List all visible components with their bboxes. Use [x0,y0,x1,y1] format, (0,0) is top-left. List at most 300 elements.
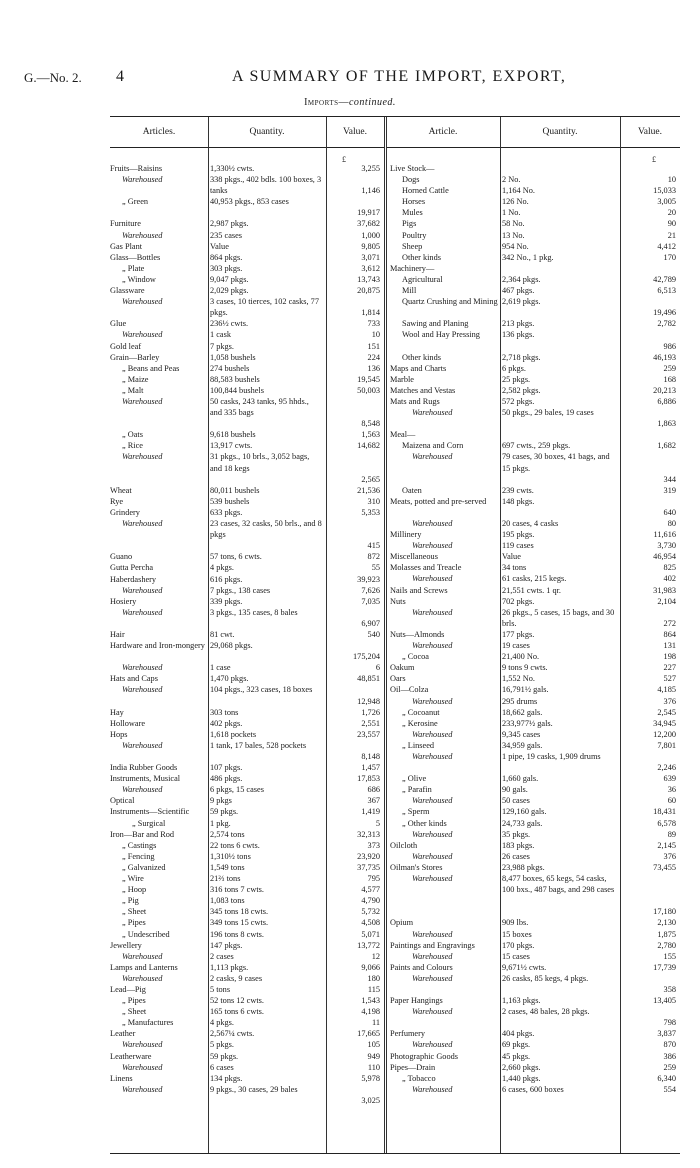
quantity-cell: 148 pkgs. [502,496,535,506]
quantity-cell: Value [210,241,229,251]
article-cell: Warehoused [412,751,453,761]
article-cell: Warehoused [412,874,453,884]
quantity-cell: 52 tons 12 cwts. [210,996,264,1006]
value-cell: 17,665 [357,1029,380,1039]
article-cell: Grain—Barley [110,352,160,362]
article-cell: Pigs [402,219,417,229]
value-cell: 224 [367,352,380,362]
article-cell: Warehoused [412,541,453,551]
value-cell: 11,616 [653,530,676,540]
value-cell: 60 [667,796,676,806]
article-cell: Haberdashery [110,574,157,584]
article-cell: „ Oats [122,430,143,440]
article-cell: Warehoused [122,519,163,529]
quantity-cell: 1 pkg. [210,818,231,828]
table-row [390,385,678,396]
quantity-cell: 2 cases, 48 bales, 28 pkgs. [502,1007,590,1017]
table-row [110,662,382,673]
quantity-cell: 21,400 No. [502,652,540,662]
article-cell: Warehoused [412,408,453,418]
table-row [390,1073,678,1084]
table-row [390,840,678,851]
table-row [110,429,382,440]
quantity-cell: 1,552 No. [502,674,535,684]
quantity-cell: 195 pkgs. [502,530,535,540]
quantity-cell: 5 tons [210,984,231,994]
article-cell: Oilman's Stores [390,862,443,872]
value-cell: 1,814 [361,308,380,318]
quantity-cell: 954 No. [502,241,529,251]
table-row [390,540,678,551]
quantity-cell: 3 pkgs., 135 cases, 8 bales [210,607,298,617]
page-code: G.—No. 2. [24,70,82,85]
value-cell: 386 [663,1051,676,1061]
quantity-cell: 633 pkgs. [210,507,243,517]
table-row [110,962,382,973]
value-cell: 358 [663,984,676,994]
article-cell: Warehoused [122,585,163,595]
quantity-cell: 274 bushels [210,363,250,373]
article-cell: Meats, potted and pre-served [390,496,487,506]
table-row [390,596,678,607]
table-row [110,296,382,318]
value-cell: 1,000 [361,230,380,240]
article-cell: Millinery [390,530,422,540]
quantity-cell: 25 pkgs. [502,374,531,384]
table-row [110,174,382,196]
quantity-cell: 2 casks, 9 cases [210,973,263,983]
table-row [110,729,382,740]
value-cell: 151 [367,341,380,351]
quantity-cell: 15 cases [502,951,530,961]
quantity-cell: 2,987 pkgs. [210,219,249,229]
value-cell: 4,508 [361,918,380,928]
quantity-cell: 4 pkgs. [210,563,234,573]
table-row [110,551,382,562]
value-cell: 1,682 [657,441,676,451]
article-cell: Gold leaf [110,341,142,351]
table-row [110,673,382,684]
value-cell: 527 [663,674,676,684]
quantity-cell: 1,113 pkgs. [210,962,249,972]
table-row [110,684,382,706]
quantity-cell: 147 pkgs. [210,940,243,950]
quantity-cell: 18,662 gals. [502,707,543,717]
article-cell: Perfumery [390,1029,426,1039]
value-cell: 105 [367,1040,380,1050]
table-row [110,196,382,218]
article-cell: Wheat [110,485,132,495]
table-row [110,451,382,484]
value-cell: 6,513 [657,286,676,296]
value-cell: 115 [367,984,380,994]
value-cell: 3,025 [361,1095,380,1105]
value-cell: 5,732 [361,907,380,917]
value-cell: 319 [663,485,676,495]
table-row [110,230,382,241]
table-row [390,773,678,784]
value-cell: 13,772 [357,940,380,950]
article-cell: Holloware [110,718,146,728]
article-cell: „ Other kinds [402,818,447,828]
table-row [390,185,678,196]
value-cell: 4,185 [657,685,676,695]
article-cell: Lamps and Lanterns [110,962,178,972]
value-cell: 6 [375,663,380,673]
table-row [390,696,678,707]
table-row [110,396,382,429]
value-cell: 376 [663,851,676,861]
article-cell: „ Wire [122,874,144,884]
table-row [390,607,678,629]
value-cell: 6,907 [361,618,380,628]
table-row [110,784,382,795]
article-cell: Warehoused [412,796,453,806]
value-cell: 12,200 [653,729,676,739]
quantity-cell: 572 pkgs. [502,396,535,406]
article-cell: „ Linseed [402,740,435,750]
table-row [110,562,382,573]
value-cell: 3,005 [657,197,676,207]
table-row [390,662,678,673]
table-row [110,329,382,340]
quantity-cell: 2,574 tons [210,829,245,839]
quantity-cell: 59 pkgs. [210,807,239,817]
article-cell: „ Pipes [122,918,146,928]
table-row [390,718,678,729]
value-cell: 7,035 [361,596,380,606]
value-cell: 2,145 [657,840,676,850]
quantity-cell: 7 pkgs. [210,341,234,351]
article-cell: „ Hoop [122,885,147,895]
article-cell: „ Plate [122,263,145,273]
value-cell: 1,863 [657,419,676,429]
quantity-cell: 1 pipe, 19 casks, 1,909 drums [502,751,601,761]
quantity-cell: 119 cases [502,541,534,551]
article-cell: Dogs [402,175,420,185]
quantity-cell: 233,977½ gals. [502,718,553,728]
table-row [390,629,678,640]
column-double-rule [384,117,387,1153]
value-cell: 175,204 [353,652,380,662]
value-cell: 795 [367,874,380,884]
table-row [390,352,678,363]
article-cell: Warehoused [412,851,453,861]
value-cell: 2,545 [657,707,676,717]
value-cell: 640 [663,507,676,517]
article-cell: Gutta Percha [110,563,154,573]
value-cell: 5,978 [361,1073,380,1083]
currency-mark-left: £ [342,155,346,164]
quantity-cell: 19 cases [502,641,530,651]
table-row [110,263,382,274]
quantity-cell: 21,551 cwts. 1 qr. [502,585,561,595]
table-row [390,396,678,407]
table-row [390,440,678,451]
value-cell: 11 [372,1018,380,1028]
table-row [390,1051,678,1062]
value-cell: 32,313 [357,829,380,839]
table-row [110,884,382,895]
quantity-cell: 236½ cwts. [210,319,249,329]
value-cell: 37,735 [357,862,380,872]
article-cell: Hosiery [110,596,137,606]
article-cell: Warehoused [122,740,163,750]
article-cell: „ Fencing [122,851,155,861]
value-cell: 686 [367,785,380,795]
quantity-cell: 1,083 tons [210,896,245,906]
page-header [0,68,700,92]
article-cell: Molasses and Treacle [390,563,462,573]
quantity-cell: 1,440 pkgs. [502,1073,541,1083]
article-cell: Nails and Screws [390,585,448,595]
article-cell: „ Sheet [122,1007,147,1017]
value-cell: 872 [367,552,380,562]
quantity-cell: 1,163 pkgs. [502,996,541,1006]
quantity-cell: 338 pkgs., 402 bdls. 100 boxes, 3 tanks [210,175,322,196]
table-row [390,862,678,873]
table-row [110,629,382,640]
article-cell: Hats and Caps [110,674,158,684]
article-cell: Miscellaneous [390,552,438,562]
article-cell: Warehoused [412,1007,453,1017]
value-cell: 6,340 [657,1073,676,1083]
table-row [110,1039,382,1050]
value-cell: 37,682 [357,219,380,229]
quantity-cell: 20 cases, 4 casks [502,519,559,529]
table-row [390,174,678,185]
value-cell: 50,003 [357,385,380,395]
quantity-cell: Value [502,552,521,562]
value-cell: 3,837 [657,1029,676,1039]
table-row [110,906,382,917]
quantity-cell: 23 cases, 32 casks, 50 brls., and 8 pkgs [210,519,322,540]
table-row [110,241,382,252]
article-cell: Glassware [110,286,145,296]
quantity-cell: 50 casks, 243 tanks, 95 hhds., and 335 bags [210,396,309,418]
value-cell: 14,682 [357,441,380,451]
col-header-quantity: Quantity. [208,117,326,148]
table-row [110,840,382,851]
value-cell: 798 [663,1018,676,1028]
value-cell: 19,917 [357,208,380,218]
quantity-cell: 864 pkgs. [210,252,243,262]
quantity-cell: 183 pkgs. [502,840,535,850]
article-cell: Warehoused [122,230,163,240]
value-cell: 864 [663,629,676,639]
article-cell: Linens [110,1073,133,1083]
quantity-cell: 697 cwts., 259 pkgs. [502,441,571,451]
article-cell: „ Maize [122,374,149,384]
table-row [390,973,678,995]
value-cell: 4,198 [361,1007,380,1017]
article-cell: Warehoused [122,1040,163,1050]
table-row [110,274,382,285]
quantity-cell: 303 tons [210,707,239,717]
table-row [110,829,382,840]
quantity-cell: 1 tank, 17 bales, 528 pockets [210,740,307,750]
table-row [390,651,678,662]
article-cell: Oilcloth [390,840,418,850]
quantity-cell: 35 pkgs. [502,829,531,839]
table-row [390,585,678,596]
quantity-cell: 6 cases [210,1062,234,1072]
table-row [390,1084,678,1095]
article-cell: Live Stock— [390,164,435,173]
value-cell: 80 [667,519,676,529]
table-row [390,851,678,862]
quantity-cell: 196 tons 8 cwts. [210,929,264,939]
table-row [390,218,678,229]
quantity-cell: 909 lbs. [502,918,529,928]
article-cell: Warehoused [412,452,453,462]
table-row [390,207,678,218]
table-row [110,518,382,551]
article-cell: Leather [110,1029,136,1039]
table-row [390,684,678,695]
value-cell: 2,246 [657,763,676,773]
value-cell: 986 [663,341,676,351]
value-cell: 4,790 [361,896,380,906]
value-cell: 259 [663,1062,676,1072]
table-row [110,707,382,718]
quantity-cell: 126 No. [502,197,529,207]
article-cell: „ Beans and Peas [122,363,180,373]
value-cell: 2,104 [657,596,676,606]
quantity-cell: 1 case [210,663,231,673]
article-cell: Paintings and Engravings [390,940,475,950]
article-cell: Warehoused [412,641,453,651]
value-cell: 4,412 [657,241,676,251]
table-row [110,640,382,662]
value-cell: 1,563 [361,430,380,440]
quantity-cell: 57 tons, 6 cwts. [210,552,262,562]
table-row [110,485,382,496]
article-cell: Meal— [390,430,416,440]
value-cell: 15,033 [653,186,676,196]
table-row [390,784,678,795]
quantity-cell: 31 pkgs., 10 brls., 3,052 bags, and 18 kegs [210,452,310,473]
article-cell: Instruments—Scientific [110,807,190,817]
table-row [390,940,678,951]
article-cell: India Rubber Goods [110,763,178,773]
article-cell: „ Undescribed [122,929,170,939]
table-row [110,895,382,906]
article-cell: „ Green [122,197,149,207]
value-cell: 2,130 [657,918,676,928]
value-cell: 180 [367,973,380,983]
quantity-cell: 2,582 pkgs. [502,385,541,395]
table-row [110,1017,382,1028]
table-row [390,962,678,973]
article-cell: „ Castings [122,840,157,850]
quantity-cell: 88,583 bushels [210,374,260,384]
quantity-cell: 1 cask [210,330,231,340]
quantity-cell: 2,619 pkgs. [502,297,541,307]
value-cell: 21,536 [357,485,380,495]
quantity-cell: 239 cwts. [502,485,534,495]
article-cell: Glass—Bottles [110,252,161,262]
article-cell: Lead—Pig [110,984,146,994]
table-row [110,374,382,385]
article-cell: Warehoused [412,729,453,739]
value-cell: 639 [663,774,676,784]
value-cell: 17,739 [653,962,676,972]
article-cell: Maps and Charts [390,363,447,373]
value-cell: 20 [667,208,676,218]
table-row [110,318,382,329]
table-row [110,984,382,995]
article-cell: „ Sperm [402,807,430,817]
quantity-cell: 69 pkgs. [502,1040,531,1050]
value-cell: 1,543 [361,996,380,1006]
quantity-cell: 13 No. [502,230,525,240]
value-cell: 1,146 [361,186,380,196]
article-cell: Pipes—Drain [390,1062,436,1072]
article-cell: Leatherware [110,1051,152,1061]
article-cell: Horses [402,197,426,207]
quantity-cell: 165 tons 6 cwts. [210,1007,264,1017]
value-cell: 73,455 [653,862,676,872]
value-cell: 2,782 [657,319,676,329]
article-cell: Marble [390,374,414,384]
quantity-cell: 9 pkgs [210,796,232,806]
right-column-rows [390,163,678,1095]
value-cell: 55 [371,563,380,573]
article-cell: Nuts [390,596,406,606]
table-row [390,329,678,351]
value-cell: 3,255 [361,164,380,173]
quantity-cell: 9,047 pkgs. [210,274,249,284]
value-cell: 3,730 [657,541,676,551]
quantity-cell: 1,660 gals. [502,774,539,784]
value-cell: 20,875 [357,286,380,296]
value-cell: 367 [367,796,380,806]
quantity-cell: 9,345 cases [502,729,541,739]
quantity-cell: 90 gals. [502,785,528,795]
article-cell: Mill [402,286,417,296]
value-cell: 540 [367,629,380,639]
article-cell: Warehoused [122,396,163,406]
value-cell: 39,923 [357,574,380,584]
quantity-cell: 80,011 bushels [210,485,260,495]
value-cell: 21 [667,230,676,240]
table-row [110,818,382,829]
article-cell: Paper Hangings [390,996,443,1006]
quantity-cell: 129,160 gals. [502,807,547,817]
value-cell: 168 [663,374,676,384]
quantity-cell: 26 pkgs., 5 cases, 15 bags, and 30 brls. [502,607,615,628]
article-cell: „ Tobacco [402,1073,436,1083]
value-cell: 36 [667,785,676,795]
page-number: 4 [116,68,124,85]
article-cell: Warehoused [412,696,453,706]
table-row [390,573,678,584]
table-row [110,352,382,363]
table-row [390,740,678,751]
value-cell: 5 [375,818,380,828]
quantity-cell: 2,364 pkgs. [502,274,541,284]
value-cell: 5,071 [361,929,380,939]
value-cell: 2,565 [361,474,380,484]
article-cell: Other kinds [402,352,441,362]
article-cell: „ Malt [122,385,144,395]
quantity-cell: 29,068 pkgs. [210,641,253,651]
import-table [110,116,680,1154]
table-row [390,562,678,573]
value-cell: 34,945 [653,718,676,728]
value-cell: 8,148 [361,752,380,762]
